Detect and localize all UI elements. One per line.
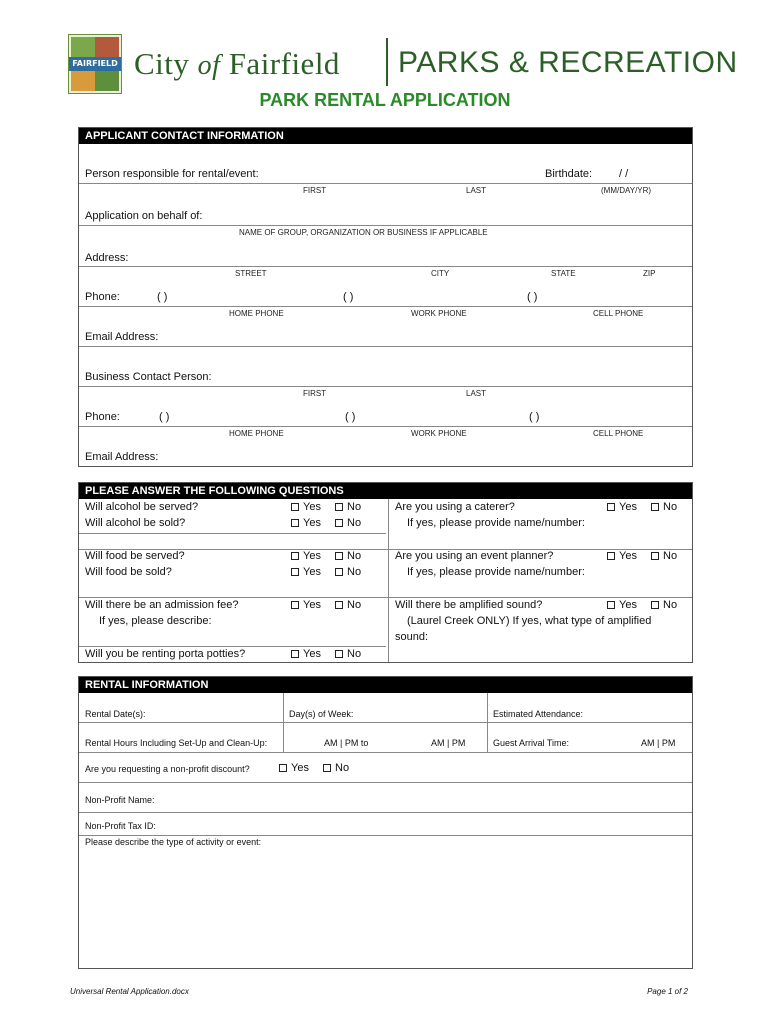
caterer-name-label: If yes, please provide name/number: (407, 517, 585, 529)
checkbox-icon (279, 764, 287, 772)
last-caption: LAST (466, 186, 487, 195)
alcohol-served-yes[interactable]: Yes (291, 501, 321, 513)
brand-city-name: City of Fairfield (134, 46, 340, 81)
alcohol-served-question: Will alcohol be served? (85, 501, 199, 513)
questions-grid (79, 499, 692, 662)
brand-department: PARKS & RECREATION (398, 46, 738, 79)
rental-hours-end-ampm: AM | PM (431, 738, 466, 748)
brand-divider (386, 38, 388, 86)
rental-hours-label: Rental Hours Including Set-Up and Clean-Up: (85, 738, 268, 748)
nonprofit-question: Are you requesting a non-profit discount? (85, 764, 250, 774)
cell-phone-paren: ( ) (527, 291, 538, 303)
state-caption: STATE (551, 269, 576, 278)
nonprofit-no[interactable]: No (323, 762, 349, 774)
porta-potties-question: Will you be renting porta potties? (85, 648, 246, 660)
document-title: PARK RENTAL APPLICATION (259, 90, 511, 110)
checkbox-icon (291, 552, 299, 560)
business-first-caption: FIRST (303, 389, 327, 398)
business-home-caption: HOME PHONE (229, 429, 284, 438)
work-phone-caption: WORK PHONE (411, 309, 467, 318)
person-row[interactable] (79, 144, 692, 184)
behalf-caption: NAME OF GROUP, ORGANIZATION OR BUSINESS IF APPLICABLE (239, 228, 488, 237)
phone-row[interactable] (79, 267, 692, 307)
nonprofit-name-row[interactable] (79, 783, 692, 813)
business-home-paren: ( ) (159, 411, 170, 423)
checkbox-icon (651, 552, 659, 560)
footer-file-name: Universal Rental Application.docx (70, 987, 189, 996)
estimated-attendance-label: Estimated Attendance: (493, 709, 584, 719)
checkbox-icon (335, 503, 343, 511)
days-of-week-label: Day(s) of Week: (289, 709, 354, 719)
home-phone-paren: ( ) (157, 291, 168, 303)
checkbox-icon (291, 601, 299, 609)
business-phone-label: Phone: (85, 411, 120, 423)
nonprofit-row[interactable] (79, 753, 692, 783)
rental-hours-start-ampm: AM | PM to (324, 738, 369, 748)
business-last-caption: LAST (466, 389, 487, 398)
caterer-yes[interactable]: Yes (607, 501, 637, 513)
birthdate-label: Birthdate: (545, 168, 593, 180)
checkbox-icon (335, 552, 343, 560)
city-caption: CITY (431, 269, 450, 278)
business-phone-row[interactable] (79, 387, 692, 427)
date-format-caption: (MM/DAY/YR) (601, 186, 652, 195)
caterer-no[interactable]: No (651, 501, 677, 513)
checkbox-icon (651, 601, 659, 609)
contact-section-title: APPLICANT CONTACT INFORMATION (79, 128, 692, 144)
checkbox-icon (291, 568, 299, 576)
questions-section (78, 482, 693, 663)
email-label: Email Address: (85, 331, 159, 343)
behalf-row[interactable] (79, 184, 692, 226)
checkbox-icon (335, 650, 343, 658)
birthdate-slashes: / / (619, 168, 629, 180)
food-sold-yes[interactable]: Yes (291, 566, 321, 578)
planner-name-label: If yes, please provide name/number: (407, 566, 585, 578)
planner-yes[interactable]: Yes (607, 550, 637, 562)
business-work-caption: WORK PHONE (411, 429, 467, 438)
guest-arrival-label: Guest Arrival Time: (493, 738, 570, 748)
amplified-sound-no[interactable]: No (651, 599, 677, 611)
admission-fee-no[interactable]: No (335, 599, 361, 611)
alcohol-sold-yes[interactable]: Yes (291, 517, 321, 529)
alcohol-served-no[interactable]: No (335, 501, 361, 513)
food-sold-no[interactable]: No (335, 566, 361, 578)
business-contact-row[interactable] (79, 347, 692, 387)
planner-no[interactable]: No (651, 550, 677, 562)
checkbox-icon (323, 764, 331, 772)
email-row[interactable] (79, 307, 692, 347)
checkbox-icon (607, 552, 615, 560)
business-contact-label: Business Contact Person: (85, 371, 212, 383)
nonprofit-tax-label: Non-Profit Tax ID: (85, 821, 156, 831)
business-cell-paren: ( ) (529, 411, 540, 423)
checkbox-icon (607, 601, 615, 609)
caterer-question: Are you using a caterer? (395, 501, 515, 513)
food-served-no[interactable]: No (335, 550, 361, 562)
city-logo (68, 34, 122, 94)
admission-fee-question: Will there be an admission fee? (85, 599, 239, 611)
rental-section-title: RENTAL INFORMATION (79, 677, 692, 693)
amplified-type-label: (Laurel Creek ONLY) If yes, what type of amplified (407, 615, 652, 627)
amplified-type-label-cont: sound: (395, 631, 429, 643)
checkbox-icon (291, 503, 299, 511)
porta-potties-no[interactable]: No (335, 648, 361, 660)
amplified-sound-question: Will there be amplified sound? (395, 599, 543, 611)
activity-description-area[interactable] (79, 813, 692, 968)
person-label: Person responsible for rental/event: (85, 168, 259, 180)
checkbox-icon (335, 568, 343, 576)
business-email-label: Email Address: (85, 451, 159, 463)
footer-page-number: Page 1 of 2 (647, 987, 688, 996)
logo-text: FAIRFIELD (69, 57, 121, 71)
business-email-row[interactable] (79, 427, 692, 467)
checkbox-icon (335, 519, 343, 527)
page-header (68, 34, 738, 96)
home-phone-caption: HOME PHONE (229, 309, 284, 318)
phone-label: Phone: (85, 291, 120, 303)
cell-phone-caption: CELL PHONE (593, 309, 644, 318)
amplified-sound-yes[interactable]: Yes (607, 599, 637, 611)
admission-fee-yes[interactable]: Yes (291, 599, 321, 611)
behalf-label: Application on behalf of: (85, 210, 203, 222)
first-caption: FIRST (303, 186, 327, 195)
questions-section-title: PLEASE ANSWER THE FOLLOWING QUESTIONS (79, 483, 692, 499)
contact-section (78, 127, 693, 467)
checkbox-icon (335, 601, 343, 609)
street-caption: STREET (235, 269, 267, 278)
rental-hours-row[interactable] (79, 723, 692, 753)
activity-description-label: Please describe the type of activity or event: (85, 837, 262, 847)
rental-dates-row[interactable] (79, 693, 692, 723)
address-label: Address: (85, 252, 129, 264)
business-cell-caption: CELL PHONE (593, 429, 644, 438)
food-sold-question: Will food be sold? (85, 566, 172, 578)
checkbox-icon (651, 503, 659, 511)
rental-section (78, 676, 693, 969)
checkbox-icon (291, 519, 299, 527)
nonprofit-name-label: Non-Profit Name: (85, 795, 155, 805)
checkbox-icon (291, 650, 299, 658)
checkbox-icon (607, 503, 615, 511)
admission-describe-label: If yes, please describe: (99, 615, 212, 627)
business-work-paren: ( ) (345, 411, 356, 423)
food-served-question: Will food be served? (85, 550, 185, 562)
alcohol-sold-no[interactable]: No (335, 517, 361, 529)
rental-dates-label: Rental Date(s): (85, 709, 146, 719)
planner-question: Are you using an event planner? (395, 550, 554, 562)
nonprofit-yes[interactable]: Yes (279, 762, 309, 774)
alcohol-sold-question: Will alcohol be sold? (85, 517, 186, 529)
porta-potties-yes[interactable]: Yes (291, 648, 321, 660)
address-row[interactable] (79, 226, 692, 267)
food-served-yes[interactable]: Yes (291, 550, 321, 562)
guest-arrival-ampm: AM | PM (641, 738, 676, 748)
zip-caption: ZIP (643, 269, 656, 278)
work-phone-paren: ( ) (343, 291, 354, 303)
